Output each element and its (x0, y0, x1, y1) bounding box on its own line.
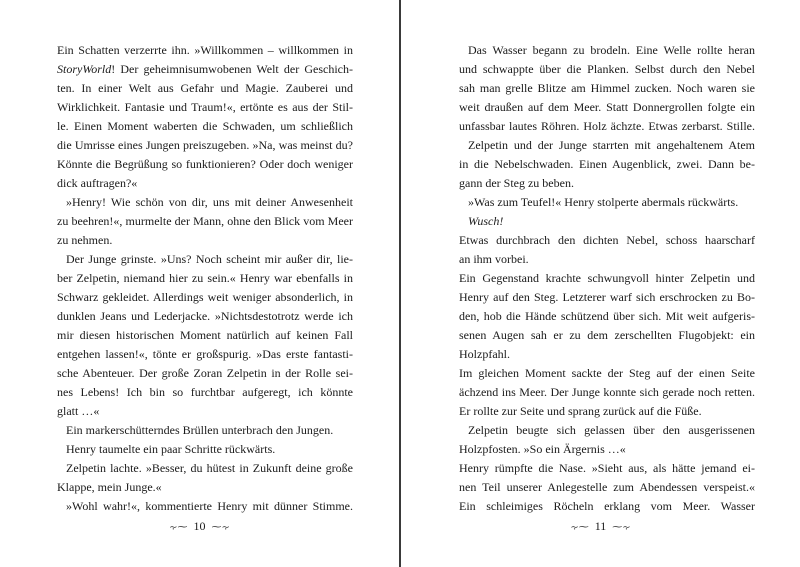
text-line: dick auftragen?« (57, 176, 138, 190)
text-line: le. Einen Moment waberten die Schwaden, um schließlich (57, 119, 353, 133)
text-line: nes Lebens! Ich bin so furchtbar aufgeregt, ich könnte (57, 385, 353, 399)
text-line: Ein schleimiges Röcheln erklang vom Meer. Wasser (459, 499, 755, 513)
right-page-number: 11 (594, 519, 607, 533)
text-line: an ihm vorbei. (459, 252, 529, 266)
text-line: Henry auf den Steg. Letzterer warf sich erschrocken zu Bo- (459, 290, 755, 304)
text-line: Henry taumelte ein paar Schritte rückwärts. (66, 442, 276, 456)
text-line: Henry rümpfte die Nase. »Sieht aus, als hätte jemand ei- (459, 461, 755, 475)
folio-ornament-right-icon: ⁓⸟ (211, 522, 230, 533)
text-line: Könnte die Begrüßung so funktionieren? Oder doch weniger (57, 157, 353, 171)
text-line: Holzpfahl. (459, 347, 510, 361)
text-line: ten. In einer Welt aus Gefahr und Magie. Zauberei und (57, 81, 353, 95)
text-line: Ein Schatten verzerrte ihn. »Willkommen – willkommen in (57, 43, 353, 57)
text-line: ber Zelpetin, niemand hier zu sein.« Henry war ebenfalls in (57, 271, 353, 285)
text-line: ächzend ins Meer. Der Junge konnte sich gerade noch retten. (459, 385, 755, 399)
text-line: »Wohl wahr!«, kommentierte Henry mit dünner Stimme. (66, 499, 353, 513)
text-line: gann der Steg zu beben. (459, 176, 574, 190)
right-page-text (459, 41, 755, 516)
text-line: in die Nebelschwaden. Einen Augenblick, zwei. Dann be- (459, 157, 755, 171)
text-line: Schwarz gekleidet. Allerdings weit weniger absonderlich, in (57, 290, 353, 304)
text-line: Klappe, mein Junge.« (57, 480, 162, 494)
text-line: Zelpetin lachte. »Besser, du hütest in Zukunft deine große (66, 461, 353, 475)
text-line: nen Teil unserer Anlegestelle zum Abendessen verspeist.« (459, 480, 755, 494)
text-line: zu beehren!«, murmelte der Mann, ohne den Blick vom Meer (57, 214, 353, 228)
folio-ornament-left-icon: ⸟⁓ (570, 522, 589, 533)
text-line: Holzpfosten. »So ein Ärgernis …« (459, 442, 626, 456)
text-line: weit draußen auf dem Meer. Statt Donnergrollen folgte ein (459, 100, 755, 114)
text-line: entgehen lassen!«, tönte er großspurig. »Das erste fantasti- (57, 347, 353, 361)
storyworld-title: StoryWorld (57, 62, 112, 76)
text-line: StoryWorld! Der geheimnisumwobenen Welt der Geschich- (57, 62, 353, 76)
text-line: Wirklichkeit. Fantasie und Traum!«, ertönte es aus der Stil- (57, 100, 353, 114)
right-page-folio (401, 519, 800, 534)
text-line: Ein markerschütterndes Brüllen unterbrach den Jungen. (66, 423, 334, 437)
left-page-number: 10 (193, 519, 206, 533)
left-page-text (57, 41, 353, 516)
text-line: Das Wasser begann zu brodeln. Eine Welle rollte heran (468, 43, 755, 57)
text-line: Im gleichen Moment sackte der Steg auf der einen Seite (459, 366, 755, 380)
text-line: zu nehmen. (57, 233, 113, 247)
right-page (401, 0, 800, 567)
text-line: dunklen Jeans und Lederjacke. »Nichtsdestotrotz werde ich (57, 309, 353, 323)
text-line: Wusch! (468, 214, 504, 228)
folio-ornament-left-icon: ⸟⁓ (169, 522, 188, 533)
text-line: Ein Gegenstand krachte schwungvoll hinter Zelpetin und (459, 271, 755, 285)
folio-ornament-right-icon: ⁓⸟ (612, 522, 631, 533)
text-line: Etwas durchbrach den dichten Nebel, schoss haarscharf (459, 233, 755, 247)
left-page-folio (0, 519, 399, 534)
text-line: mir diesen historischen Moment natürlich auf keinen Fall (57, 328, 353, 342)
text-line: den, hob die Hände schützend über sich. Mit weit aufgeris- (459, 309, 755, 323)
text-line: Zelpetin und der Junge starrten mit angehaltenem Atem (468, 138, 755, 152)
text-line: glatt …« (57, 404, 100, 418)
text-line: die Umrisse eines Jungen preiszugeben. »Na, was meinst du? (57, 138, 353, 152)
text-line: sche Abenteuer. Der große Zoran Zelpetin in der Rolle sei- (57, 366, 353, 380)
text-line: unfassbar lautes Röhren. Holz ächzte. Etwas zerbarst. Stille. (459, 119, 755, 133)
text-line: sah man grelle Blitze am Himmel zucken. Noch waren sie (459, 81, 755, 95)
text-line: Der Junge grinste. »Uns? Noch scheint mir außer dir, lie- (66, 252, 353, 266)
text-line: »Henry! Wie schön von dir, uns mit deiner Anwesenheit (66, 195, 353, 209)
text-line: und schwappte über die Planken. Selbst durch den Nebel (459, 62, 755, 76)
text-line: Zelpetin beugte sich gelassen über den ausgerissenen (468, 423, 755, 437)
text-line: senen Augen sah er zu dem zerschellten Flugobjekt: ein (459, 328, 755, 342)
text-line: »Was zum Teufel!« Henry stolperte abermals rückwärts. (468, 195, 739, 209)
text-line: Er rollte zur Seite und sprang zurück auf die Füße. (459, 404, 702, 418)
left-page (0, 0, 399, 567)
